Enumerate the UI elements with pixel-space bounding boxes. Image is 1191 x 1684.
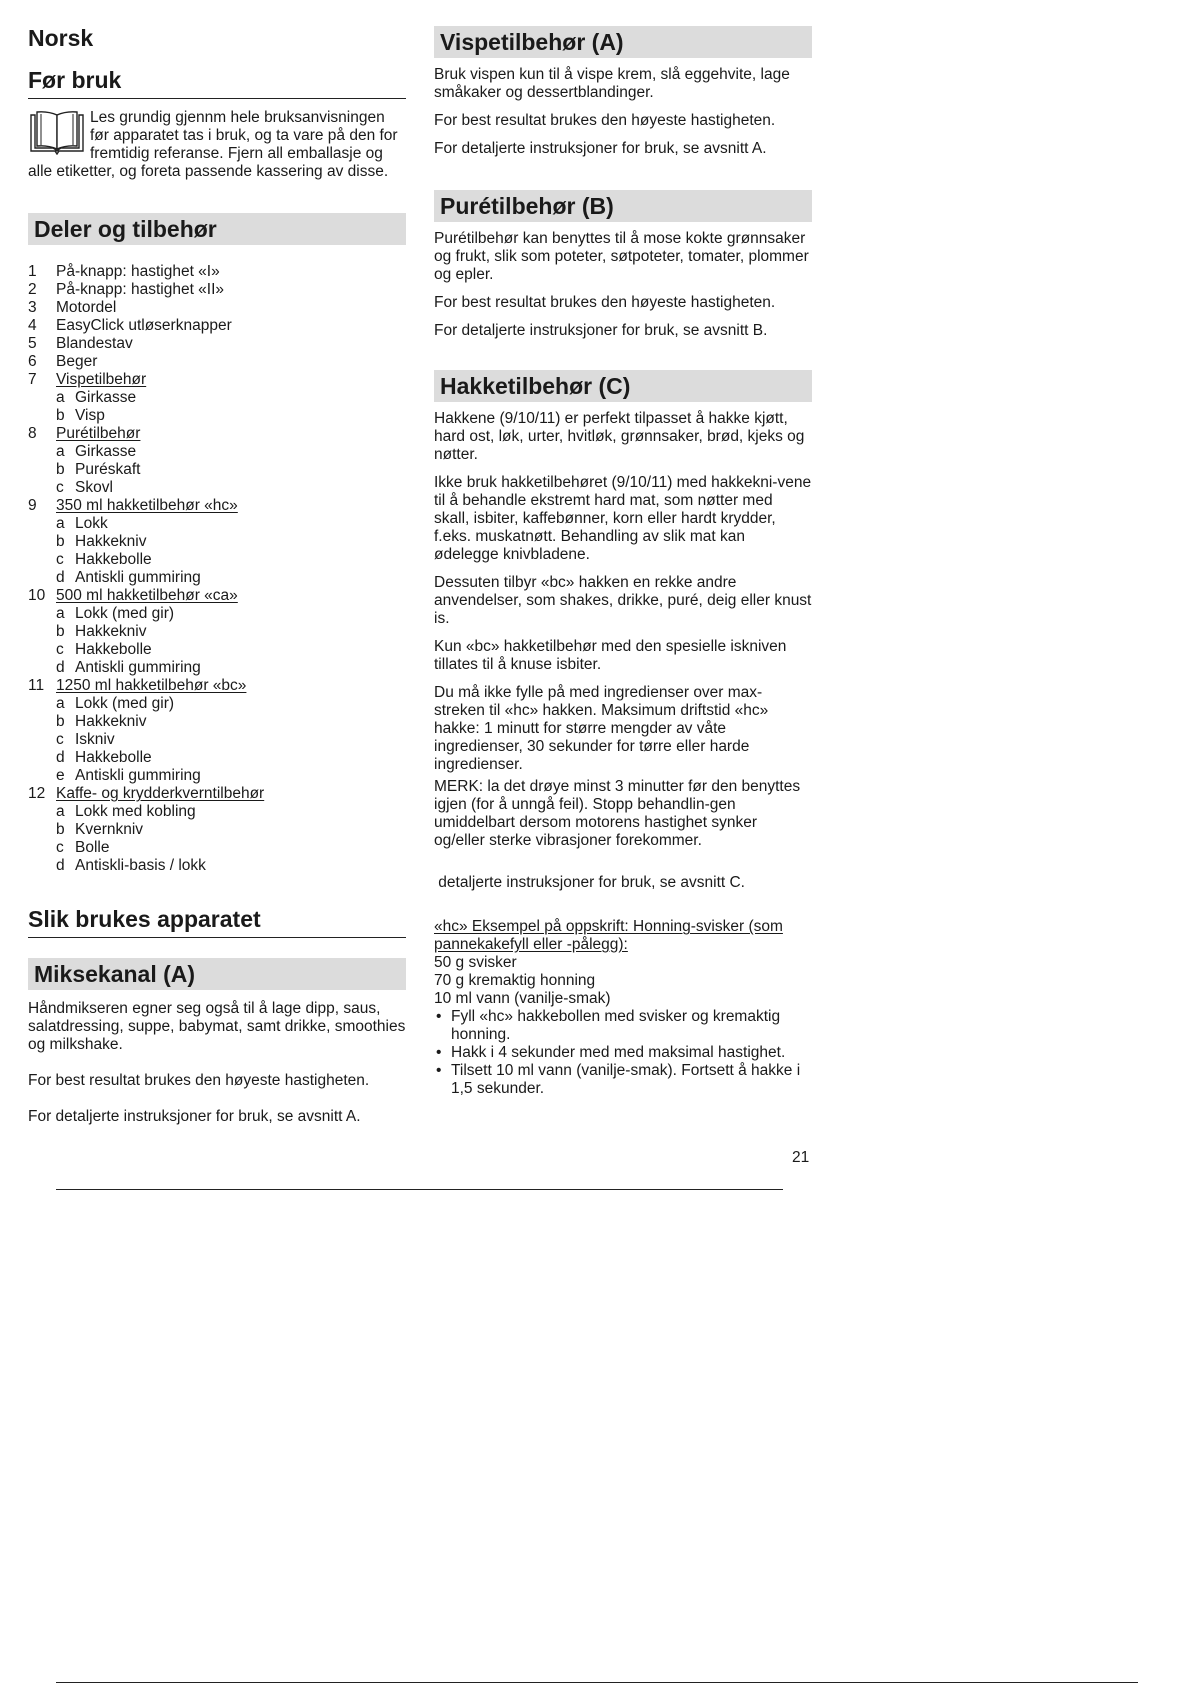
parts-subitem: [28, 713, 406, 731]
parts-subitem-letter: d: [56, 659, 65, 676]
right-column: [434, 26, 812, 1098]
parts-subitem-letter: a: [56, 605, 65, 622]
parts-item: [28, 263, 406, 281]
parts-item: [28, 353, 406, 371]
whisk-heading: Vispetilbehør (A): [434, 26, 812, 58]
parts-subitem-label: Hakkebolle: [75, 551, 152, 568]
parts-subitem-label: Hakkekniv: [75, 623, 147, 640]
whisk-text-3: For detaljerte instruksjoner for bruk, se avsnitt A.: [434, 140, 767, 157]
parts-subitem: [28, 803, 406, 821]
parts-subitem: [28, 623, 406, 641]
before-use-text: Les grundig gjennm hele bruksanvisningen før apparatet tas i bruk, og ta vare på den for fremtidig referanse. Fjern all emballasje og alle etiketter, og foreta passende kassering av disse.: [28, 109, 398, 180]
mixer-shaft-heading: Miksekanal (A): [28, 958, 406, 990]
parts-item-number: 3: [28, 299, 37, 316]
parts-subitem-letter: d: [56, 857, 65, 874]
parts-subitem: [28, 605, 406, 623]
whisk-text-1: Bruk vispen kun til å vispe krem, slå eggehvite, lage småkaker og dessertblandinger.: [434, 66, 790, 101]
parts-item-label: Motordel: [56, 299, 117, 316]
parts-item-number: 12: [28, 785, 46, 802]
parts-item-label: Kaffe- og krydderkverntilbehør: [56, 785, 265, 802]
parts-subitem-letter: a: [56, 515, 65, 532]
parts-subitem-label: Skovl: [75, 479, 113, 496]
parts-item-number: 8: [28, 425, 37, 442]
parts-subitem-letter: c: [56, 641, 64, 658]
recipe-step: • Hakk i 4 sekunder med med maksimal hastighet.: [434, 1044, 812, 1062]
parts-subitem-label: Antiskli gummiring: [75, 569, 201, 586]
parts-item-number: 4: [28, 317, 37, 334]
recipe-steps: [434, 1008, 812, 1098]
chopper-text-7: detaljerte instruksjoner for bruk, se avsnitt C.: [434, 874, 745, 891]
parts-subitem: [28, 659, 406, 677]
how-to-use-heading: Slik brukes apparatet: [28, 905, 406, 938]
parts-subitem-label: Hakkekniv: [75, 713, 147, 730]
parts-subitem: [28, 479, 406, 497]
parts-item: [28, 677, 406, 695]
parts-subitem: [28, 551, 406, 569]
parts-subitem-letter: b: [56, 461, 65, 478]
parts-subitem-letter: c: [56, 839, 64, 856]
parts-subitem-letter: b: [56, 623, 65, 640]
puree-text-2: For best resultat brukes den høyeste hastigheten.: [434, 294, 776, 311]
puree-text-1: Purétilbehør kan benyttes til å mose kokte grønnsaker og frukt, slik som poteter, søtpoteter, tomater, plommer og epler.: [434, 230, 809, 283]
before-use-section: [28, 109, 406, 181]
parts-subitem-letter: c: [56, 551, 64, 568]
parts-subitem-label: Kvernkniv: [75, 821, 144, 838]
parts-subitem-label: Girkasse: [75, 389, 137, 406]
left-column: [28, 20, 406, 1126]
parts-subitem-label: Girkasse: [75, 443, 137, 460]
before-use-heading: Før bruk: [28, 66, 406, 99]
parts-subitem-label: Lokk (med gir): [75, 605, 175, 622]
parts-subitem-letter: a: [56, 695, 65, 712]
parts-subitem-label: Iskniv: [75, 731, 115, 748]
parts-item: [28, 425, 406, 443]
parts-item-label: Blandestav: [56, 335, 133, 352]
parts-item: [28, 785, 406, 803]
parts-item-label: 350 ml hakketilbehør «hc»: [56, 497, 238, 514]
parts-subitem-label: Puréskaft: [75, 461, 141, 478]
parts-item-number: 6: [28, 353, 37, 370]
parts-subitem: [28, 749, 406, 767]
parts-subitem-label: Lokk: [75, 515, 108, 532]
parts-subitem-letter: b: [56, 533, 65, 550]
parts-item: [28, 317, 406, 335]
parts-item-number: 7: [28, 371, 37, 388]
parts-item: [28, 281, 406, 299]
parts-subitem: [28, 839, 406, 857]
parts-list: [28, 263, 406, 875]
parts-subitem-label: Visp: [75, 407, 105, 424]
footer-rule-1: [56, 1189, 783, 1190]
parts-subitem-label: Hakkebolle: [75, 641, 152, 658]
parts-item-number: 2: [28, 281, 37, 298]
parts-subitem: [28, 857, 406, 875]
chopper-text-4: Kun «bc» hakketilbehør med den spesielle iskniven tillates til å knuse isbiter.: [434, 638, 787, 673]
parts-subitem-letter: b: [56, 407, 65, 424]
parts-item: [28, 299, 406, 317]
parts-item-label: Vispetilbehør: [56, 371, 147, 388]
mixer-shaft-text-2: For best resultat brukes den høyeste hastigheten.: [28, 1072, 370, 1089]
parts-subitem: [28, 821, 406, 839]
chopper-text-2: Ikke bruk hakketilbehøret (9/10/11) med hakkekni-vene til å behandle ekstremt hard mat, som nøtter med skall, isbiter, kaffebønner, korn eller hardt krydder, f.eks. muskatnøtt. Behandling av slik mat kan ødelegge knivbladene.: [434, 474, 812, 563]
parts-subitem-label: Lokk med kobling: [75, 803, 196, 820]
parts-subitem: [28, 389, 406, 407]
parts-subitem-letter: e: [56, 767, 65, 784]
parts-item-label: På-knapp: hastighet «II»: [56, 281, 225, 298]
puree-text-3: For detaljerte instruksjoner for bruk, se avsnitt B.: [434, 322, 768, 339]
mixer-shaft-text-1: Håndmikseren egner seg også til å lage dipp, saus, salatdressing, suppe, babymat, samt drikke, smoothies og milkshake.: [28, 1000, 406, 1053]
language-heading: Norsk: [28, 25, 94, 51]
recipe-ingredient: 10 ml vann (vanilje-smak): [434, 990, 611, 1007]
parts-subitem-label: Bolle: [75, 839, 110, 856]
chopper-heading: Hakketilbehør (C): [434, 370, 812, 402]
recipe-step: • Tilsett 10 ml vann (vanilje-smak). Fortsett å hakke i 1,5 sekunder.: [434, 1062, 812, 1098]
parts-item-number: 1: [28, 263, 37, 280]
footer-rule-2: [56, 1682, 1138, 1683]
parts-subitem: [28, 695, 406, 713]
parts-item-number: 10: [28, 587, 46, 604]
parts-subitem-letter: c: [56, 479, 64, 496]
recipe-ingredients: [434, 954, 812, 1008]
open-book-icon: [28, 109, 86, 155]
parts-item-label: Beger: [56, 353, 98, 370]
chopper-text-6: MERK: la det drøye minst 3 minutter før den benyttes igjen (for å unngå feil). Stopp behandlin-gen umiddelbart dersom motorens hastighet synker og/eller sterke vibrasjoner forekommer.: [434, 778, 801, 849]
parts-heading: Deler og tilbehør: [28, 213, 406, 245]
mixer-shaft-text-3: For detaljerte instruksjoner for bruk, se avsnitt A.: [28, 1108, 361, 1125]
parts-item-label: På-knapp: hastighet «I»: [56, 263, 220, 280]
parts-item: [28, 335, 406, 353]
parts-subitem: [28, 407, 406, 425]
parts-item-label: Purétilbehør: [56, 425, 141, 442]
puree-heading: Purétilbehør (B): [434, 190, 812, 222]
parts-subitem: [28, 767, 406, 785]
parts-subitem-letter: a: [56, 443, 65, 460]
parts-subitem-label: Hakkekniv: [75, 533, 147, 550]
parts-subitem-label: Lokk (med gir): [75, 695, 175, 712]
parts-subitem-letter: a: [56, 803, 65, 820]
parts-item: [28, 587, 406, 605]
chopper-text-5: Du må ikke fylle på med ingredienser over max-streken til «hc» hakken. Maksimum driftstid «hc» hakke: 1 minutt for større mengder av våte ingredienser, 30 sekunder for tørre eller harde ingredienser.: [434, 684, 769, 773]
parts-subitem-label: Antiskli gummiring: [75, 659, 201, 676]
parts-subitem-letter: b: [56, 821, 65, 838]
page-number: 21: [792, 1149, 810, 1166]
parts-subitem: [28, 731, 406, 749]
chopper-text-3: Dessuten tilbyr «bc» hakken en rekke andre anvendelser, som shakes, drikke, puré, deig eller knust is.: [434, 574, 812, 627]
parts-subitem: [28, 641, 406, 659]
parts-item-number: 5: [28, 335, 37, 352]
parts-subitem: [28, 443, 406, 461]
parts-item-label: EasyClick utløserknapper: [56, 317, 232, 334]
parts-subitem: [28, 461, 406, 479]
recipe-ingredient: 70 g kremaktig honning: [434, 972, 596, 989]
recipe-title: «hc» Eksempel på oppskrift: Honning-svisker (som pannekakefyll eller -pålegg):: [434, 918, 783, 953]
parts-item-label: 500 ml hakketilbehør «ca»: [56, 587, 238, 604]
parts-subitem-label: Hakkebolle: [75, 749, 152, 766]
parts-subitem-letter: d: [56, 749, 65, 766]
parts-subitem: [28, 533, 406, 551]
parts-subitem-letter: b: [56, 713, 65, 730]
parts-subitem-letter: d: [56, 569, 65, 586]
whisk-text-2: For best resultat brukes den høyeste hastigheten.: [434, 112, 776, 129]
parts-item: [28, 497, 406, 515]
parts-subitem-label: Antiskli-basis / lokk: [75, 857, 206, 874]
parts-subitem: [28, 569, 406, 587]
parts-item-number: 11: [28, 677, 45, 694]
parts-item-number: 9: [28, 497, 37, 514]
chopper-text-1: Hakkene (9/10/11) er perfekt tilpasset å hakke kjøtt, hard ost, løk, urter, hvitløk, grønnsaker, brød, kjeks og nøtter.: [434, 410, 805, 463]
parts-item-label: 1250 ml hakketilbehør «bc»: [56, 677, 247, 694]
parts-subitem-label: Antiskli gummiring: [75, 767, 201, 784]
parts-item: [28, 371, 406, 389]
recipe-step: • Fyll «hc» hakkebollen med svisker og kremaktig honning.: [434, 1008, 812, 1044]
parts-subitem-letter: a: [56, 389, 65, 406]
parts-subitem: [28, 515, 406, 533]
recipe-ingredient: 50 g svisker: [434, 954, 517, 971]
parts-subitem-letter: c: [56, 731, 64, 748]
